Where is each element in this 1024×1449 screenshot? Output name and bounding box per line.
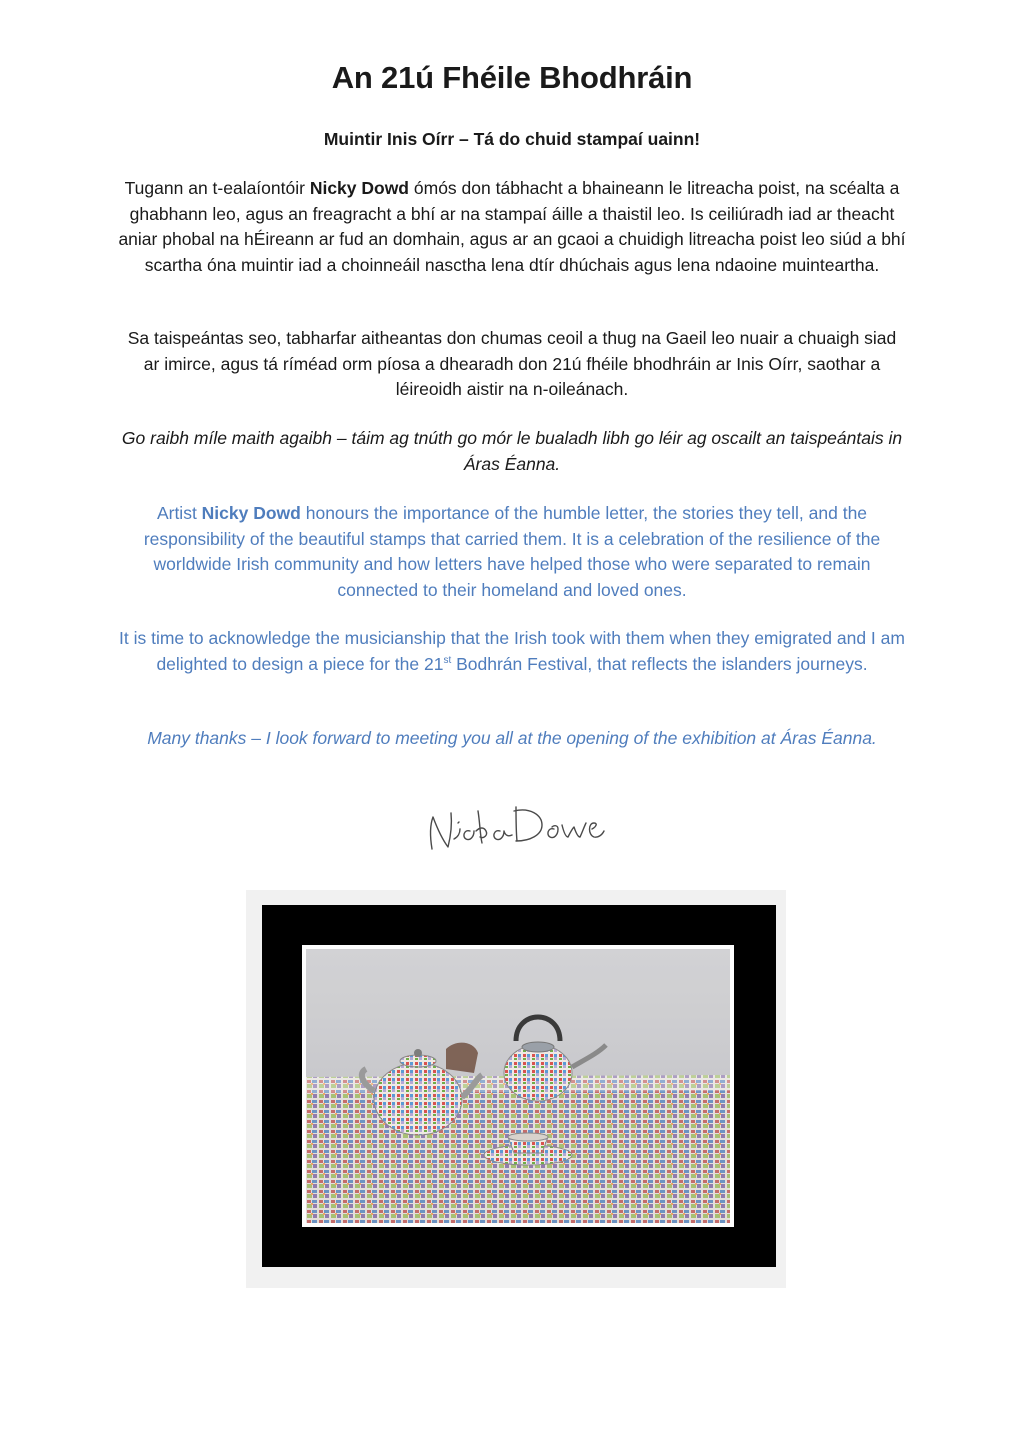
artist-name-english: Nicky Dowd xyxy=(201,503,301,523)
english-p1-before: Artist xyxy=(156,503,202,523)
irish-paragraph-2: Sa taispeántas seo, tabharfar aitheantas don chumas ceoil a thug na Gaeil leo nuair a chuaigh siad ar imirce, agus tá ríméad orm píosa a dhearadh don 21ú fhéile bhodhráin ar Inis Oírr, saothar a léireoidh aistir na n-oileánach. xyxy=(127,328,897,399)
signature xyxy=(418,795,608,865)
page-title: An 21ú Fhéile Bhodhráin xyxy=(331,60,693,95)
irish-paragraph-1 xyxy=(118,176,906,278)
english-paragraph-1 xyxy=(118,501,906,603)
english-paragraph-2 xyxy=(118,626,906,677)
ordinal-suffix: st xyxy=(443,654,452,666)
english-p2-after: Bodhrán Festival, that reflects the islanders journeys. xyxy=(451,653,868,674)
irish-paragraph-3: Go raibh míle maith agaibh – táim ag tnúth go mór le bualadh libh go léir ag oscailt an taispeántais in Áras Éanna. xyxy=(121,428,903,474)
teapot-artwork-illustration xyxy=(306,949,730,1223)
english-p2-before: It is time to acknowledge the musicianship that the Irish took with them when they emigrated and I am delighted to design a piece for the 21 xyxy=(119,628,905,674)
subtitle: Muintir Inis Oírr – Tá do chuid stampaí uainn! xyxy=(323,129,701,149)
irish-p1-before: Tugann an t-ealaíontóir xyxy=(124,178,310,198)
artist-name-irish: Nicky Dowd xyxy=(309,178,410,198)
signature-graphic xyxy=(418,795,608,865)
irish-p1-after: ómós don tábhacht a bhaineann le litreacha poist, na scéalta a ghabhann leo, agus an freagracht a bhí ar na stampaí áille a thaistil leo. Is ceiliúradh iad ar theacht aniar phobal na hÉireann ar fud an domhain, agus ar an gcaoi a chuidigh litreacha poist leo siúd a bhí scartha óna muintir iad a choinneáil nasctha lena dtír dhúchais agus lena ndaoine muinteartha. xyxy=(118,178,906,275)
artwork-photo xyxy=(306,949,730,1223)
english-p1-after: honours the importance of the humble letter, the stories they tell, and the responsibility of the beautiful stamps that carried them. It is a celebration of the resilience of the worldwide Irish community and how letters have helped those who were separated to remain connected to their homeland and loved ones. xyxy=(143,503,881,600)
english-paragraph-3: Many thanks – I look forward to meeting you all at the opening of the exhibition at Áras Éanna. xyxy=(147,728,877,748)
